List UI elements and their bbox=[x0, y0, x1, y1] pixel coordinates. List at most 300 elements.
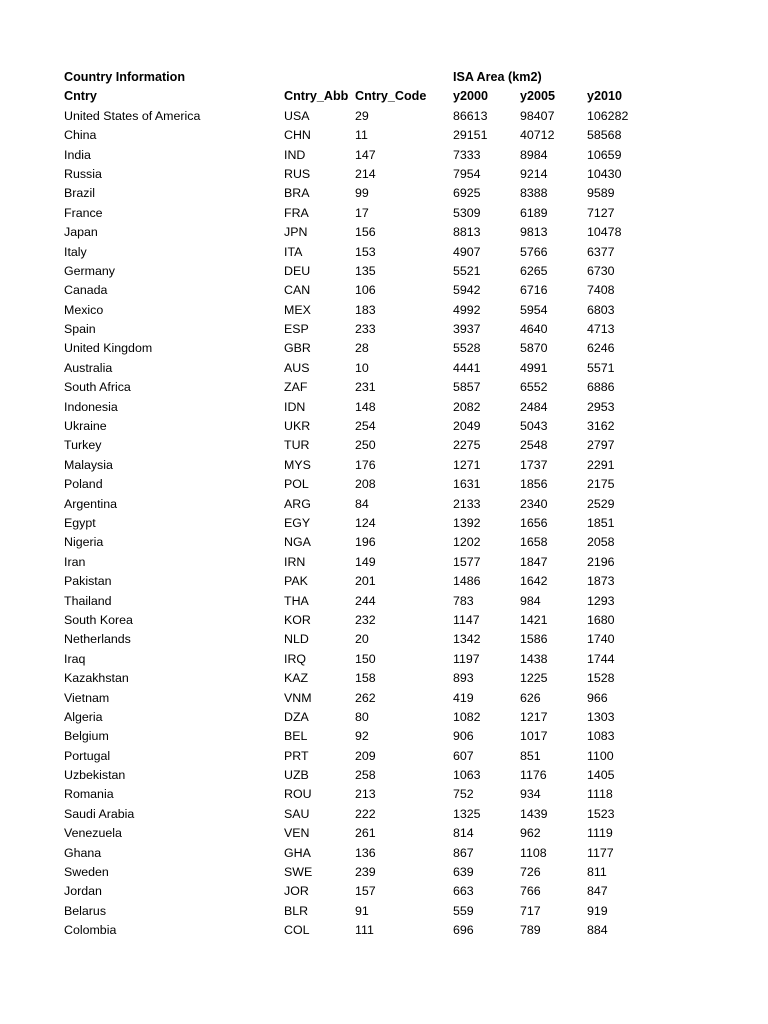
country-abbreviation: SAU bbox=[284, 806, 310, 821]
area-y2005: 2484 bbox=[520, 399, 548, 414]
country-abbreviation: DEU bbox=[284, 263, 311, 278]
country-code: 150 bbox=[355, 651, 376, 666]
country-abbreviation: EGY bbox=[284, 515, 311, 530]
table-row bbox=[64, 301, 684, 320]
country-name: France bbox=[64, 205, 103, 220]
country-code: 158 bbox=[355, 671, 376, 686]
area-y2005: 6716 bbox=[520, 283, 548, 298]
table-row bbox=[64, 669, 684, 688]
country-code: 213 bbox=[355, 787, 376, 802]
table-row bbox=[64, 378, 684, 397]
country-code: 153 bbox=[355, 244, 376, 259]
country-code: 157 bbox=[355, 884, 376, 899]
area-y2005: 5870 bbox=[520, 341, 548, 356]
country-abbreviation: RUS bbox=[284, 166, 311, 181]
area-y2000: 783 bbox=[453, 593, 474, 608]
area-y2000: 1082 bbox=[453, 709, 481, 724]
area-y2010: 2196 bbox=[587, 554, 615, 569]
area-y2010: 5571 bbox=[587, 360, 615, 375]
country-name: Vietnam bbox=[64, 690, 110, 705]
country-code: 208 bbox=[355, 477, 376, 492]
table-row bbox=[64, 475, 684, 494]
area-y2000: 4441 bbox=[453, 360, 481, 375]
country-code: 136 bbox=[355, 845, 376, 860]
country-code: 254 bbox=[355, 419, 376, 434]
area-y2000: 1271 bbox=[453, 457, 481, 472]
country-abbreviation: JPN bbox=[284, 225, 308, 240]
area-y2000: 2275 bbox=[453, 438, 481, 453]
country-abbreviation: CHN bbox=[284, 128, 311, 143]
area-y2005: 789 bbox=[520, 923, 541, 938]
area-y2000: 5942 bbox=[453, 283, 481, 298]
country-name: Brazil bbox=[64, 186, 95, 201]
country-code: 261 bbox=[355, 826, 376, 841]
country-name: Venezuela bbox=[64, 826, 122, 841]
area-y2000: 7333 bbox=[453, 147, 481, 162]
area-y2000: 1202 bbox=[453, 535, 481, 550]
area-y2010: 3162 bbox=[587, 419, 615, 434]
area-y2000: 1577 bbox=[453, 554, 481, 569]
country-abbreviation: IRQ bbox=[284, 651, 307, 666]
country-code: 148 bbox=[355, 399, 376, 414]
country-abbreviation: PAK bbox=[284, 574, 308, 589]
country-name: Iraq bbox=[64, 651, 86, 666]
country-abbreviation: VEN bbox=[284, 826, 310, 841]
country-code: 106 bbox=[355, 283, 376, 298]
area-y2000: 867 bbox=[453, 845, 474, 860]
area-y2010: 1303 bbox=[587, 709, 615, 724]
country-abbreviation: BEL bbox=[284, 729, 308, 744]
area-y2010: 2058 bbox=[587, 535, 615, 550]
country-name: Colombia bbox=[64, 923, 117, 938]
area-y2005: 8984 bbox=[520, 147, 548, 162]
country-name: Belgium bbox=[64, 729, 109, 744]
table-row bbox=[64, 359, 684, 378]
country-code: 196 bbox=[355, 535, 376, 550]
table-row bbox=[64, 611, 684, 630]
country-name: Canada bbox=[64, 283, 108, 298]
area-y2000: 1063 bbox=[453, 768, 481, 783]
table-row bbox=[64, 844, 684, 863]
area-y2005: 1658 bbox=[520, 535, 548, 550]
country-code: 156 bbox=[355, 225, 376, 240]
country-name: Poland bbox=[64, 477, 103, 492]
area-y2000: 419 bbox=[453, 690, 474, 705]
country-abbreviation: THA bbox=[284, 593, 309, 608]
country-code: 239 bbox=[355, 865, 376, 880]
area-y2010: 6246 bbox=[587, 341, 615, 356]
area-y2005: 8388 bbox=[520, 186, 548, 201]
area-y2005: 6265 bbox=[520, 263, 548, 278]
area-y2005: 1176 bbox=[520, 768, 547, 783]
country-abbreviation: KAZ bbox=[284, 671, 309, 686]
area-y2000: 4992 bbox=[453, 302, 481, 317]
section-title: Country Information bbox=[64, 70, 186, 84]
table-body bbox=[64, 107, 684, 941]
table-row bbox=[64, 805, 684, 824]
country-code: 124 bbox=[355, 515, 376, 530]
country-code: 250 bbox=[355, 438, 376, 453]
area-y2000: 5521 bbox=[453, 263, 481, 278]
table-row bbox=[64, 436, 684, 455]
area-y2000: 1342 bbox=[453, 632, 481, 647]
table-row bbox=[64, 921, 684, 940]
country-code: 244 bbox=[355, 593, 376, 608]
column-header-cntry-code: Cntry_Code bbox=[355, 89, 427, 104]
country-name: India bbox=[64, 147, 91, 162]
area-y2005: 626 bbox=[520, 690, 541, 705]
country-code: 84 bbox=[355, 496, 369, 511]
area-y2010: 4713 bbox=[587, 322, 615, 337]
area-y2005: 5043 bbox=[520, 419, 548, 434]
area-y2000: 29151 bbox=[453, 128, 488, 143]
country-abbreviation: GHA bbox=[284, 845, 311, 860]
country-code: 222 bbox=[355, 806, 376, 821]
country-abbreviation: MYS bbox=[284, 457, 311, 472]
table-row bbox=[64, 708, 684, 727]
country-abbreviation: BRA bbox=[284, 186, 310, 201]
table-row bbox=[64, 824, 684, 843]
column-header-y2000: y2000 bbox=[453, 89, 489, 104]
area-y2005: 98407 bbox=[520, 108, 555, 123]
area-y2005: 1217 bbox=[520, 709, 548, 724]
area-y2000: 6925 bbox=[453, 186, 481, 201]
country-abbreviation: ROU bbox=[284, 787, 312, 802]
area-y2010: 1680 bbox=[587, 612, 615, 627]
area-y2000: 7954 bbox=[453, 166, 481, 181]
country-abbreviation: UKR bbox=[284, 419, 311, 434]
area-y2000: 4907 bbox=[453, 244, 481, 259]
area-y2010: 2797 bbox=[587, 438, 615, 453]
area-y2000: 3937 bbox=[453, 322, 481, 337]
area-y2010: 10478 bbox=[587, 225, 622, 240]
table-row bbox=[64, 204, 684, 223]
table-row bbox=[64, 456, 684, 475]
area-y2000: 1486 bbox=[453, 574, 481, 589]
country-code: 149 bbox=[355, 554, 376, 569]
area-y2005: 1108 bbox=[520, 845, 547, 860]
area-y2010: 1293 bbox=[587, 593, 615, 608]
area-y2005: 1656 bbox=[520, 515, 548, 530]
area-y2000: 2049 bbox=[453, 419, 481, 434]
country-abbreviation: USA bbox=[284, 108, 310, 123]
country-name: Romania bbox=[64, 787, 114, 802]
country-abbreviation: ARG bbox=[284, 496, 311, 511]
country-code: 233 bbox=[355, 322, 376, 337]
area-y2010: 966 bbox=[587, 690, 608, 705]
table-row bbox=[64, 553, 684, 572]
area-y2010: 106282 bbox=[587, 108, 629, 123]
area-y2010: 1744 bbox=[587, 651, 615, 666]
area-y2000: 1325 bbox=[453, 806, 481, 821]
country-name: Kazakhstan bbox=[64, 671, 129, 686]
country-name: United States of America bbox=[64, 108, 201, 123]
area-y2005: 1737 bbox=[520, 457, 548, 472]
column-header-y2010: y2010 bbox=[587, 89, 623, 104]
table-row bbox=[64, 243, 684, 262]
country-abbreviation: ITA bbox=[284, 244, 303, 259]
country-abbreviation: NLD bbox=[284, 632, 309, 647]
country-abbreviation: ZAF bbox=[284, 380, 308, 395]
area-y2010: 1119 bbox=[587, 826, 613, 841]
country-name: Netherlands bbox=[64, 632, 131, 647]
area-y2010: 1083 bbox=[587, 729, 615, 744]
country-name: Indonesia bbox=[64, 399, 118, 414]
area-y2005: 962 bbox=[520, 826, 541, 841]
country-name: Jordan bbox=[64, 884, 102, 899]
table-row bbox=[64, 223, 684, 242]
area-y2000: 559 bbox=[453, 903, 474, 918]
area-y2010: 1118 bbox=[587, 787, 613, 802]
country-name: Pakistan bbox=[64, 574, 112, 589]
area-y2010: 847 bbox=[587, 884, 608, 899]
table-row bbox=[64, 785, 684, 804]
country-name: Saudi Arabia bbox=[64, 806, 135, 821]
country-abbreviation: NGA bbox=[284, 535, 311, 550]
country-code: 183 bbox=[355, 302, 376, 317]
area-y2010: 1523 bbox=[587, 806, 615, 821]
area-y2005: 5954 bbox=[520, 302, 548, 317]
area-y2010: 7127 bbox=[587, 205, 615, 220]
area-y2010: 6803 bbox=[587, 302, 615, 317]
area-y2005: 1847 bbox=[520, 554, 548, 569]
area-title: ISA Area (km2) bbox=[453, 70, 542, 84]
area-y2000: 696 bbox=[453, 923, 474, 938]
country-code: 214 bbox=[355, 166, 376, 181]
table-row bbox=[64, 320, 684, 339]
country-name: United Kingdom bbox=[64, 341, 153, 356]
area-y2005: 1642 bbox=[520, 574, 548, 589]
country-name: Portugal bbox=[64, 748, 111, 763]
country-name: Nigeria bbox=[64, 535, 104, 550]
table-row bbox=[64, 495, 684, 514]
column-header-cntry-abb: Cntry_Abb bbox=[284, 89, 349, 104]
area-y2005: 851 bbox=[520, 748, 541, 763]
country-name: South Africa bbox=[64, 380, 131, 395]
area-y2005: 766 bbox=[520, 884, 541, 899]
country-abbreviation: TUR bbox=[284, 438, 310, 453]
area-y2010: 1100 bbox=[587, 748, 614, 763]
country-abbreviation: POL bbox=[284, 477, 309, 492]
table-row bbox=[64, 747, 684, 766]
country-code: 147 bbox=[355, 147, 376, 162]
table-row bbox=[64, 572, 684, 591]
country-code: 135 bbox=[355, 263, 376, 278]
country-code: 10 bbox=[355, 360, 369, 375]
area-y2005: 1439 bbox=[520, 806, 548, 821]
country-name: Spain bbox=[64, 322, 96, 337]
country-code: 258 bbox=[355, 768, 376, 783]
area-y2000: 1147 bbox=[453, 612, 480, 627]
area-y2000: 607 bbox=[453, 748, 474, 763]
country-code: 231 bbox=[355, 380, 376, 395]
area-y2000: 86613 bbox=[453, 108, 488, 123]
area-y2010: 1177 bbox=[587, 845, 614, 860]
country-code: 29 bbox=[355, 108, 369, 123]
area-y2000: 2082 bbox=[453, 399, 481, 414]
area-y2005: 934 bbox=[520, 787, 541, 802]
table-row bbox=[64, 339, 684, 358]
area-y2005: 9214 bbox=[520, 166, 548, 181]
country-abbreviation: IND bbox=[284, 147, 306, 162]
area-y2005: 2340 bbox=[520, 496, 548, 511]
area-y2010: 919 bbox=[587, 903, 608, 918]
area-y2010: 7408 bbox=[587, 283, 615, 298]
country-code: 17 bbox=[355, 205, 369, 220]
area-y2010: 1740 bbox=[587, 632, 615, 647]
area-y2005: 40712 bbox=[520, 128, 555, 143]
area-y2010: 2953 bbox=[587, 399, 615, 414]
area-y2010: 1528 bbox=[587, 671, 615, 686]
area-y2005: 5766 bbox=[520, 244, 548, 259]
area-y2005: 984 bbox=[520, 593, 541, 608]
country-name: Russia bbox=[64, 166, 102, 181]
area-y2000: 814 bbox=[453, 826, 474, 841]
area-y2010: 6377 bbox=[587, 244, 615, 259]
country-name: Ukraine bbox=[64, 419, 107, 434]
area-y2010: 2175 bbox=[587, 477, 615, 492]
country-name: Sweden bbox=[64, 865, 109, 880]
table-row bbox=[64, 262, 684, 281]
table-row bbox=[64, 689, 684, 708]
country-abbreviation: FRA bbox=[284, 205, 309, 220]
area-y2005: 717 bbox=[520, 903, 541, 918]
country-abbreviation: BLR bbox=[284, 903, 309, 918]
country-abbreviation: KOR bbox=[284, 612, 311, 627]
area-y2005: 1017 bbox=[520, 729, 548, 744]
area-y2000: 5857 bbox=[453, 380, 481, 395]
country-abbreviation: GBR bbox=[284, 341, 311, 356]
area-y2005: 1856 bbox=[520, 477, 548, 492]
country-code: 11 bbox=[355, 128, 368, 143]
area-y2005: 6552 bbox=[520, 380, 548, 395]
area-y2005: 4640 bbox=[520, 322, 548, 337]
country-name: Egypt bbox=[64, 515, 96, 530]
country-name: Germany bbox=[64, 263, 115, 278]
area-y2010: 1873 bbox=[587, 574, 615, 589]
area-y2000: 752 bbox=[453, 787, 474, 802]
table-row bbox=[64, 863, 684, 882]
column-header-cntry: Cntry bbox=[64, 89, 97, 104]
area-y2005: 1586 bbox=[520, 632, 548, 647]
country-name: Uzbekistan bbox=[64, 768, 126, 783]
area-y2005: 726 bbox=[520, 865, 541, 880]
country-code: 80 bbox=[355, 709, 369, 724]
table-row bbox=[64, 107, 684, 126]
country-abbreviation: ESP bbox=[284, 322, 309, 337]
table-row bbox=[64, 514, 684, 533]
area-y2005: 4991 bbox=[520, 360, 548, 375]
area-y2000: 639 bbox=[453, 865, 474, 880]
area-y2000: 1197 bbox=[453, 651, 480, 666]
country-name: Iran bbox=[64, 554, 86, 569]
area-y2010: 10430 bbox=[587, 166, 622, 181]
table-row bbox=[64, 533, 684, 552]
table-row bbox=[64, 766, 684, 785]
table-row bbox=[64, 902, 684, 921]
country-name: Turkey bbox=[64, 438, 102, 453]
country-code: 99 bbox=[355, 186, 369, 201]
country-name: Australia bbox=[64, 360, 113, 375]
country-name: Thailand bbox=[64, 593, 112, 608]
country-table bbox=[64, 68, 684, 941]
table-row bbox=[64, 417, 684, 436]
area-y2000: 5528 bbox=[453, 341, 481, 356]
country-name: Italy bbox=[64, 244, 87, 259]
country-name: Malaysia bbox=[64, 457, 113, 472]
table-row bbox=[64, 281, 684, 300]
country-name: Japan bbox=[64, 225, 98, 240]
country-name: South Korea bbox=[64, 612, 133, 627]
country-abbreviation: JOR bbox=[284, 884, 309, 899]
area-y2005: 1421 bbox=[520, 612, 548, 627]
table-row bbox=[64, 727, 684, 746]
title-row bbox=[64, 68, 684, 87]
area-y2000: 5309 bbox=[453, 205, 481, 220]
area-y2010: 10659 bbox=[587, 147, 622, 162]
country-name: Algeria bbox=[64, 709, 103, 724]
area-y2010: 6886 bbox=[587, 380, 615, 395]
country-abbreviation: AUS bbox=[284, 360, 310, 375]
area-y2010: 6730 bbox=[587, 263, 615, 278]
country-name: Ghana bbox=[64, 845, 102, 860]
country-name: Belarus bbox=[64, 903, 107, 918]
country-name: China bbox=[64, 128, 97, 143]
area-y2000: 1392 bbox=[453, 515, 481, 530]
country-name: Argentina bbox=[64, 496, 118, 511]
table-row bbox=[64, 882, 684, 901]
country-code: 111 bbox=[355, 923, 374, 938]
area-y2005: 6189 bbox=[520, 205, 548, 220]
table-row bbox=[64, 146, 684, 165]
table-row bbox=[64, 165, 684, 184]
country-code: 20 bbox=[355, 632, 369, 647]
country-abbreviation: DZA bbox=[284, 709, 309, 724]
area-y2010: 9589 bbox=[587, 186, 615, 201]
area-y2000: 1631 bbox=[453, 477, 481, 492]
country-code: 176 bbox=[355, 457, 376, 472]
country-abbreviation: IRN bbox=[284, 554, 306, 569]
table-row bbox=[64, 592, 684, 611]
country-abbreviation: COL bbox=[284, 923, 310, 938]
column-header-y2005: y2005 bbox=[520, 89, 556, 104]
area-y2000: 663 bbox=[453, 884, 474, 899]
country-code: 28 bbox=[355, 341, 369, 356]
area-y2000: 2133 bbox=[453, 496, 481, 511]
country-abbreviation: CAN bbox=[284, 283, 311, 298]
country-abbreviation: PRT bbox=[284, 748, 309, 763]
header-row bbox=[64, 87, 684, 106]
country-code: 262 bbox=[355, 690, 376, 705]
country-abbreviation: VNM bbox=[284, 690, 312, 705]
area-y2005: 9813 bbox=[520, 225, 548, 240]
area-y2005: 1225 bbox=[520, 671, 548, 686]
country-abbreviation: IDN bbox=[284, 399, 306, 414]
area-y2010: 58568 bbox=[587, 128, 622, 143]
area-y2005: 1438 bbox=[520, 651, 548, 666]
area-y2000: 8813 bbox=[453, 225, 481, 240]
area-y2005: 2548 bbox=[520, 438, 548, 453]
table-row bbox=[64, 184, 684, 203]
country-code: 201 bbox=[355, 574, 376, 589]
country-abbreviation: SWE bbox=[284, 865, 313, 880]
area-y2010: 1405 bbox=[587, 768, 615, 783]
country-code: 91 bbox=[355, 903, 369, 918]
table-row bbox=[64, 126, 684, 145]
country-abbreviation: UZB bbox=[284, 768, 309, 783]
country-code: 209 bbox=[355, 748, 376, 763]
area-y2010: 1851 bbox=[587, 515, 615, 530]
